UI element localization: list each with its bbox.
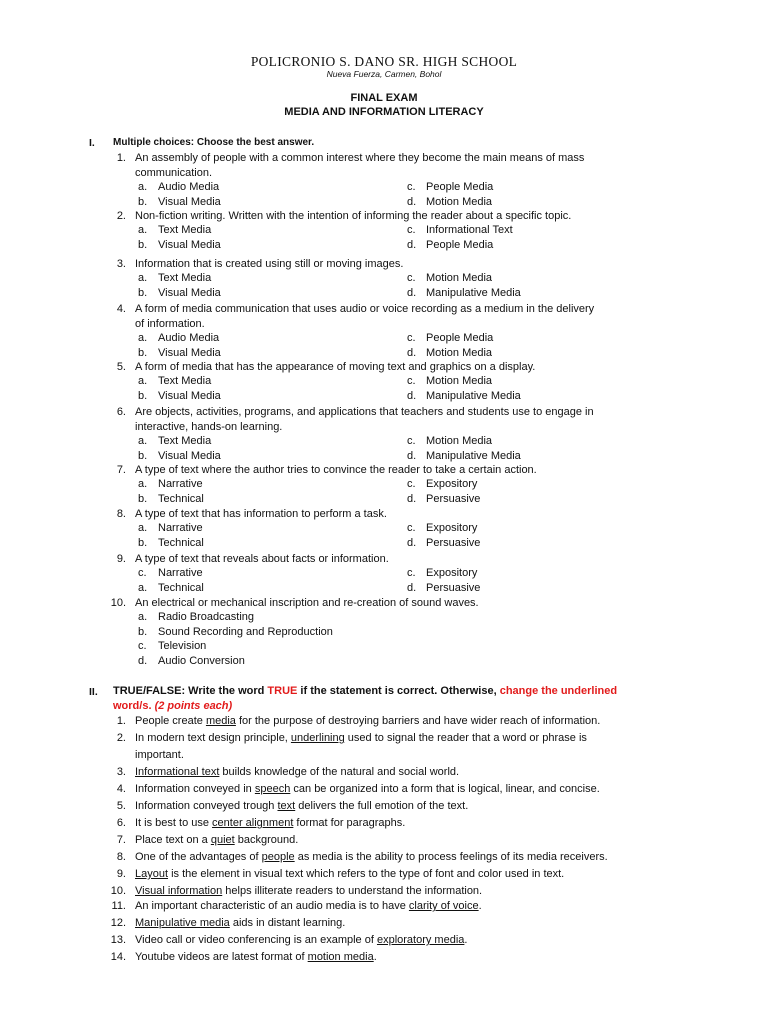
option-text: Visual Media	[158, 195, 221, 208]
underlined-word: motion media	[307, 951, 374, 963]
question-text: A form of media communication that uses audio or voice recording as a medium in the delivery	[135, 303, 595, 315]
underlined-word: speech	[254, 783, 291, 795]
section-1-number: I.	[89, 137, 95, 149]
question-text: An electrical or mechanical inscription and re-creation of sound waves.	[135, 597, 479, 609]
question-text: An assembly of people with a common interest where they become the main means of mass	[135, 152, 585, 164]
option-text: Technical	[158, 536, 204, 549]
statement-part: helps illiterate readers to understand the information.	[222, 885, 483, 897]
statement-text	[135, 766, 459, 779]
section-2-instruction-line2	[113, 700, 232, 713]
option-letter: a.	[138, 522, 148, 534]
underlined-word: underlining	[290, 732, 345, 744]
option-letter: a.	[138, 478, 148, 490]
statement-part: .	[373, 951, 377, 963]
option-text: Technical	[158, 492, 204, 505]
question-number: 9.	[116, 553, 126, 565]
underlined-word: Visual information	[135, 885, 223, 897]
option-text: Visual Media	[158, 449, 221, 462]
school-address: Nueva Fuerza, Carmen, Bohol	[326, 69, 442, 79]
statement-part: builds knowledge of the natural and social world.	[219, 766, 460, 778]
option-text: Persuasive	[426, 492, 481, 505]
section-2-number: II.	[89, 686, 98, 698]
option-letter: a.	[138, 611, 148, 623]
statement-text	[135, 732, 587, 745]
option-letter: d.	[407, 238, 417, 251]
option-letter: c.	[138, 567, 147, 579]
option-letter: c.	[407, 272, 416, 284]
statement-number: 7.	[116, 834, 126, 846]
statement-part: background.	[234, 834, 299, 846]
statement-part: .	[464, 934, 468, 946]
option-letter: c.	[407, 332, 416, 344]
section-1-instruction: Multiple choices: Choose the best answer.	[113, 137, 315, 148]
statement-part: as media is the ability to process feelings of its media receivers.	[294, 851, 608, 863]
underlined-word: quiet	[210, 834, 235, 846]
statement-text	[135, 951, 377, 964]
option-text: Text Media	[158, 375, 212, 387]
statement-part: In modern text design principle,	[135, 732, 291, 744]
question-text: A type of text that reveals about facts or information.	[135, 553, 389, 565]
underlined-word: Manipulative media	[135, 917, 230, 929]
statement-number: 5.	[116, 800, 126, 812]
statement-text	[135, 834, 298, 847]
statement-part: Place text on a	[135, 834, 211, 846]
statement-part: An important characteristic of an audio media is to have	[135, 900, 409, 912]
option-text: Motion Media	[426, 375, 493, 387]
statement-part: Information conveyed trough	[135, 800, 278, 812]
option-text: Motion Media	[426, 435, 493, 447]
statement-number: 6.	[116, 817, 126, 829]
option-text: Motion Media	[426, 346, 493, 359]
section-2-instruction-part: TRUE/FALSE: Write the word	[113, 685, 268, 697]
question-number: 6.	[116, 406, 126, 418]
question-number: 1.	[116, 152, 126, 164]
statement-part: It is best to use	[135, 817, 213, 829]
option-text: Manipulative Media	[426, 389, 521, 402]
statement-part: Youtube videos are latest format of	[135, 951, 308, 963]
option-text: Expository	[426, 522, 478, 534]
option-text: Narrative	[158, 567, 203, 579]
option-text: People Media	[426, 181, 494, 193]
option-letter: b.	[138, 625, 148, 638]
statement-part: is the element in visual text which refers to the type of font and color used in text.	[168, 868, 565, 880]
underlined-word: Informational text	[135, 766, 220, 778]
question-number: 2.	[116, 210, 126, 222]
option-text: Persuasive	[426, 581, 481, 594]
section-2-instruction-part: if the statement is correct. Otherwise,	[297, 685, 500, 697]
option-text: Manipulative Media	[426, 449, 521, 462]
option-letter: a.	[138, 272, 148, 284]
statement-text	[135, 851, 608, 864]
underlined-word: clarity of voice	[408, 900, 479, 912]
question-text: Information that is created using still or moving images.	[135, 258, 404, 270]
statement-part: Video call or video conferencing is an example of	[135, 934, 377, 946]
option-letter: b.	[138, 449, 148, 462]
option-text: Sound Recording and Reproduction	[158, 625, 333, 638]
option-text: Text Media	[158, 435, 212, 447]
statement-number: 3.	[116, 766, 126, 778]
statement-number: 9.	[116, 868, 126, 880]
option-text: Visual Media	[158, 286, 221, 299]
statement-part: used to signal the reader that a word or phrase is	[344, 732, 587, 744]
school-name: POLICRONIO S. DANO SR. HIGH SCHOOL	[250, 54, 518, 69]
underlined-word: Layout	[135, 868, 169, 880]
statement-number: 13.	[110, 934, 126, 946]
statement-part: People create	[135, 715, 206, 727]
underlined-word: text	[277, 800, 296, 812]
option-letter: b.	[138, 492, 148, 505]
statement-number: 11.	[111, 900, 126, 912]
section-2-instruction	[113, 685, 617, 698]
option-letter: d.	[407, 389, 417, 402]
underlined-word: exploratory media	[376, 934, 465, 946]
option-text: Informational Text	[426, 224, 513, 236]
option-letter: b.	[138, 389, 148, 402]
option-letter: b.	[138, 536, 148, 549]
question-number: 10.	[110, 597, 126, 609]
section-2-true-word: TRUE	[267, 685, 298, 697]
option-text: Expository	[426, 567, 478, 579]
question-text: A form of media that has the appearance of moving text and graphics on a display.	[135, 361, 536, 373]
statement-number: 14.	[110, 951, 126, 963]
question-number: 4.	[116, 303, 126, 315]
option-letter: a.	[138, 332, 148, 344]
option-letter: d.	[407, 286, 417, 299]
option-letter: c.	[138, 640, 147, 652]
option-letter: c.	[407, 435, 416, 447]
option-text: Visual Media	[158, 346, 221, 359]
option-letter: d.	[407, 449, 417, 462]
question-number: 5.	[116, 361, 126, 373]
subject-title: MEDIA AND INFORMATION LITERACY	[284, 106, 484, 118]
statement-number: 12.	[110, 917, 126, 929]
option-letter: b.	[138, 195, 148, 208]
option-text: Television	[158, 640, 207, 652]
question-number: 3.	[116, 258, 126, 270]
option-letter: d.	[407, 195, 417, 208]
section-2-points: (2 points each)	[154, 700, 233, 712]
question-text: interactive, hands-on learning.	[135, 421, 283, 433]
question-text: Are objects, activities, programs, and applications that teachers and students use to engage in	[135, 406, 594, 418]
option-text: Persuasive	[426, 536, 481, 549]
statement-number: 10.	[110, 885, 126, 897]
option-letter: b.	[138, 346, 148, 359]
option-text: Motion Media	[426, 272, 493, 284]
statement-text	[135, 817, 405, 830]
option-letter: a.	[138, 435, 148, 447]
option-text: Visual Media	[158, 238, 221, 251]
statement-part: delivers the full emotion of the text.	[295, 800, 469, 812]
question-number: 8.	[116, 508, 126, 520]
option-text: Manipulative Media	[426, 286, 521, 299]
option-text: Audio Media	[158, 181, 220, 193]
option-letter: c.	[407, 567, 416, 579]
underlined-word: people	[261, 851, 295, 863]
option-letter: a.	[138, 375, 148, 387]
option-text: Text Media	[158, 272, 212, 284]
option-text: Audio Conversion	[158, 654, 245, 667]
question-text: A type of text that has information to perform a task.	[135, 508, 387, 520]
underlined-word: media	[205, 715, 236, 727]
question-text: A type of text where the author tries to convince the reader to take a certain action.	[135, 464, 537, 476]
option-text: Audio Media	[158, 332, 220, 344]
statement-text	[135, 885, 482, 898]
statement-text	[135, 934, 467, 947]
statement-part: One of the advantages of	[135, 851, 262, 863]
option-letter: a.	[138, 181, 148, 193]
statement-part: for the purpose of destroying barriers and have wider reach of information.	[235, 715, 601, 727]
option-letter: a.	[138, 224, 148, 236]
section-2-words-label: word/s.	[113, 700, 155, 712]
option-letter: d.	[407, 492, 417, 505]
option-letter: c.	[407, 181, 416, 193]
question-text: Non-fiction writing. Written with the intention of informing the reader about a specific topic.	[135, 210, 572, 222]
option-text: Visual Media	[158, 389, 221, 402]
option-letter: d.	[407, 536, 417, 549]
question-text: of information.	[135, 318, 205, 330]
option-text: Narrative	[158, 522, 203, 534]
option-letter: b.	[138, 286, 148, 299]
option-text: Technical	[158, 581, 204, 594]
option-letter: c.	[407, 478, 416, 490]
section-2-change-phrase: change the underlined	[499, 685, 618, 697]
question-number: 7.	[116, 464, 126, 476]
statement-text	[135, 783, 600, 796]
statement-text	[135, 900, 482, 913]
option-letter: d.	[407, 581, 417, 594]
option-text: Text Media	[158, 224, 212, 236]
statement-number: 4.	[116, 783, 126, 795]
option-text: Expository	[426, 478, 478, 490]
option-text: Radio Broadcasting	[158, 611, 255, 623]
option-letter: c.	[407, 375, 416, 387]
question-text: communication.	[135, 167, 213, 179]
option-letter: d.	[407, 346, 417, 359]
statement-part: aids in distant learning.	[229, 917, 346, 929]
underlined-word: center alignment	[212, 817, 294, 829]
statement-number: 8.	[116, 851, 126, 863]
statement-text	[135, 715, 600, 728]
option-letter: d.	[138, 654, 148, 667]
statement-text	[135, 868, 564, 881]
statement-part: can be organized into a form that is logical, linear, and concise.	[290, 783, 600, 795]
option-text: People Media	[426, 238, 494, 251]
statement-number: 1.	[116, 715, 126, 727]
statement-part: .	[478, 900, 482, 912]
option-text: Motion Media	[426, 195, 493, 208]
statement-part: Information conveyed in	[135, 783, 255, 795]
option-letter: a.	[138, 581, 148, 594]
statement-number: 2.	[116, 732, 126, 744]
exam-title: FINAL EXAM	[350, 92, 418, 104]
option-letter: b.	[138, 238, 148, 251]
option-letter: c.	[407, 224, 416, 236]
option-letter: c.	[407, 522, 416, 534]
statement-text	[135, 917, 345, 930]
option-text: Narrative	[158, 478, 203, 490]
statement-part: format for paragraphs.	[293, 817, 406, 829]
statement-text-continued: important.	[135, 749, 184, 761]
statement-text	[135, 800, 468, 813]
option-text: People Media	[426, 332, 494, 344]
